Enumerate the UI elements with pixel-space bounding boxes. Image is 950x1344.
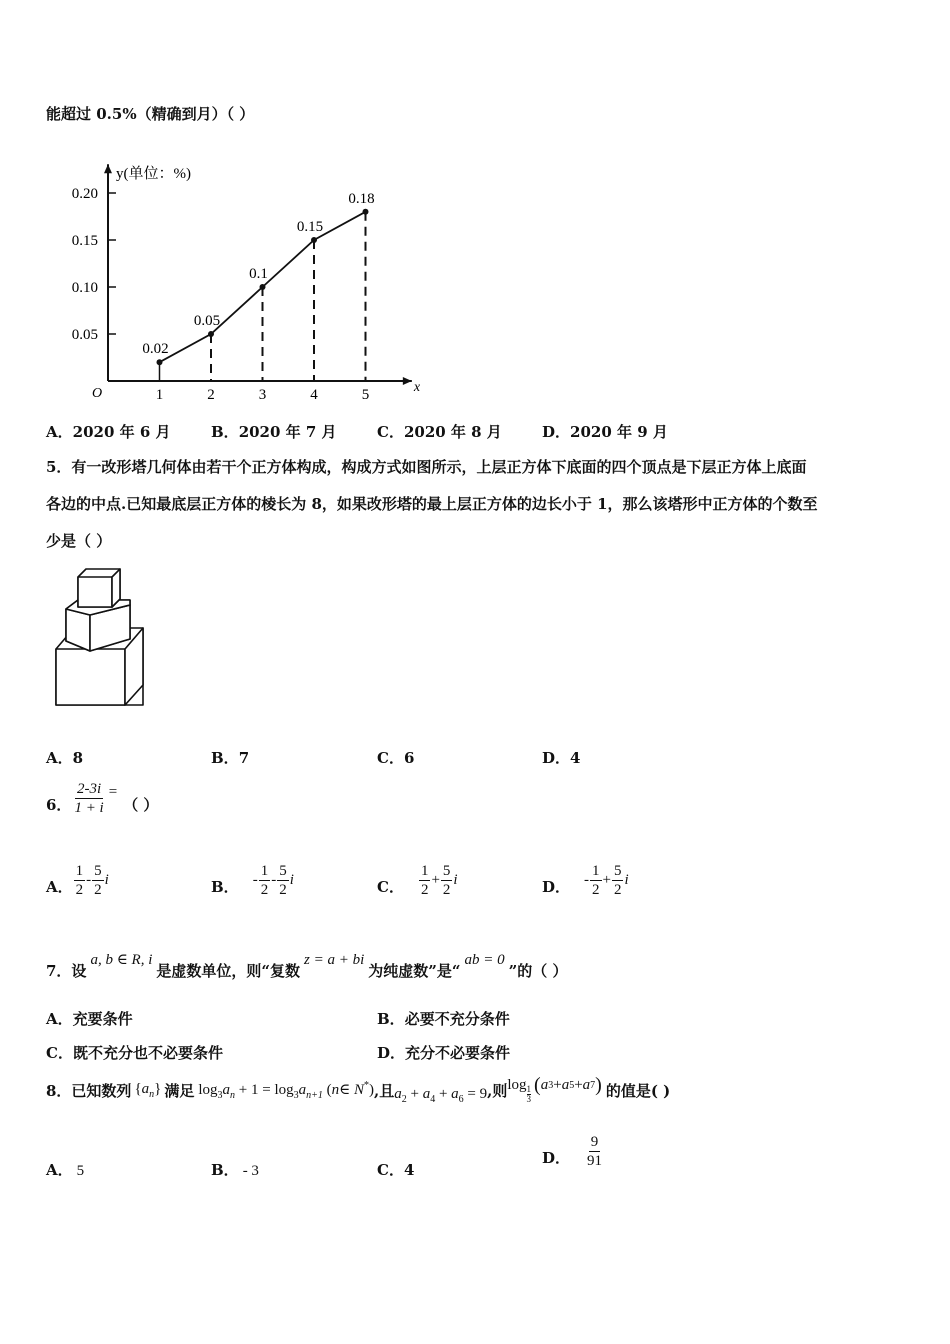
q5-line-2: 各边的中点.已知最底层正方体的棱长为 8，如果改形塔的最上层正方体的边长小于 1，那么该塔形中正方体的个数至 bbox=[46, 495, 818, 513]
q8-sum-condition: $a_2 + a_4 + a_6 = 9$ bbox=[394, 1086, 488, 1105]
q7-option-d[interactable]: D．充分不必要条件 bbox=[377, 1044, 511, 1062]
x-tick-label: 2 bbox=[207, 387, 215, 403]
y-tick-label: 0.05 bbox=[71, 327, 98, 343]
q6-stem: 6． $\frac{2-3i}{1 + i}$ = （ ） bbox=[46, 781, 159, 816]
data-label: 0.05 bbox=[193, 313, 221, 329]
q6-option-b[interactable]: B． - $\frac{1}{2}$ - $\frac{5}{2}$ i bbox=[211, 863, 294, 898]
x-tick-label: 4 bbox=[310, 387, 318, 403]
q6-fraction: $\frac{2-3i}{1 + i}$ bbox=[74, 781, 104, 816]
origin-label: O bbox=[92, 386, 103, 401]
q8-sequence: $\{a_n\}$ bbox=[134, 1081, 162, 1100]
q6-option-d[interactable]: D． - $\frac{1}{2}$ + $\frac{5}{2}$ i bbox=[542, 863, 629, 898]
q5-option-b[interactable]: B．7 bbox=[211, 749, 250, 767]
data-point bbox=[363, 209, 369, 215]
q8-option-a[interactable]: A． 5 bbox=[46, 1161, 85, 1179]
data-point bbox=[157, 359, 163, 365]
q5-tower-figure bbox=[50, 565, 160, 715]
q5-line-3: 少是（ ） bbox=[46, 532, 112, 550]
q7-stem: 7．设a, b ∈ R, i是虚数单位，则“复数z = a + bi为纯虚数”是“ab = 0”的（ ） bbox=[46, 952, 568, 980]
q6-option-a[interactable]: A． $\frac{1}{2}$ - $\frac{5}{2}$ i bbox=[46, 863, 109, 898]
q4-option-c[interactable]: C．2020 年 8 月 bbox=[377, 423, 502, 441]
y-tick-label: 0.20 bbox=[71, 186, 98, 202]
x-tick-label: 5 bbox=[361, 387, 370, 403]
q8-stem: 8．已知数列 $\{a_n\}$ 满足 $\log_3a_n + 1 = \log_3a_{n+1}$ (n∈ N*) ,且 $a_2 + a_4 + a_6 = 9$ ,则 log 1 3 ( a 3 + a 5 + a 7 ) 的值是( ) bbox=[46, 1076, 670, 1105]
data-label: 0.02 bbox=[142, 341, 169, 358]
data-point bbox=[208, 331, 214, 337]
data-point bbox=[311, 237, 317, 243]
q7-option-a[interactable]: A．充要条件 bbox=[46, 1010, 133, 1028]
q5-line-1: 5．有一改形塔几何体由若干个正方体构成，构成方式如图所示，上层正方体下底面的四个顶点是下层正方体上底面 bbox=[46, 458, 807, 476]
tower-bottom-cube-front bbox=[56, 649, 125, 705]
q5-option-d[interactable]: D．4 bbox=[542, 749, 581, 767]
x-tick-label: 1 bbox=[155, 387, 164, 403]
q5-option-c[interactable]: C．6 bbox=[377, 749, 415, 767]
q6-option-c[interactable]: C． $\frac{1}{2}$ + $\frac{5}{2}$ i bbox=[377, 863, 458, 898]
y-tick-label: 0.10 bbox=[71, 280, 98, 296]
tower-top-cube-front bbox=[78, 577, 112, 607]
q8-option-d[interactable]: D． $\frac{9}{91}$ bbox=[542, 1134, 603, 1169]
y-axis-label: y(单位：%) bbox=[116, 166, 191, 183]
x-axis-arrow bbox=[403, 377, 412, 385]
y-tick-label: 0.15 bbox=[71, 233, 98, 249]
q6-number: 6． bbox=[46, 796, 72, 814]
q8-option-b[interactable]: B． - 3 bbox=[211, 1161, 259, 1179]
q5-option-a[interactable]: A．8 bbox=[46, 749, 84, 767]
q8-recurrence: $\log_3a_n + 1 = \log_3a_{n+1}$ (n∈ N*) bbox=[198, 1080, 374, 1101]
q4-option-b[interactable]: B．2020 年 7 月 bbox=[211, 423, 337, 441]
data-label: 0.15 bbox=[296, 219, 324, 235]
q8-option-c[interactable]: C．4 bbox=[377, 1161, 415, 1179]
data-label: 0.1 bbox=[249, 266, 268, 282]
data-label: 0.18 bbox=[348, 190, 375, 207]
q4-option-a[interactable]: A．2020 年 6 月 bbox=[46, 423, 171, 441]
x-axis-label: x bbox=[413, 380, 421, 395]
tower-top-cube-side bbox=[112, 569, 120, 607]
q4-line-chart bbox=[60, 148, 440, 413]
x-tick-label: 3 bbox=[258, 387, 267, 403]
q7-option-c[interactable]: C．既不充分也不必要条件 bbox=[46, 1044, 223, 1062]
q8-target-expr: log 1 3 ( a 3 + a 5 + a 7 ) bbox=[507, 1074, 602, 1104]
q4-option-d[interactable]: D．2020 年 9 月 bbox=[542, 423, 668, 441]
y-axis-arrow bbox=[104, 164, 112, 173]
q7-option-b[interactable]: B．必要不充分条件 bbox=[377, 1010, 510, 1028]
data-point bbox=[260, 284, 266, 290]
q4-tail: 能超过 0.5%（精确到月）（ ） bbox=[46, 105, 255, 123]
